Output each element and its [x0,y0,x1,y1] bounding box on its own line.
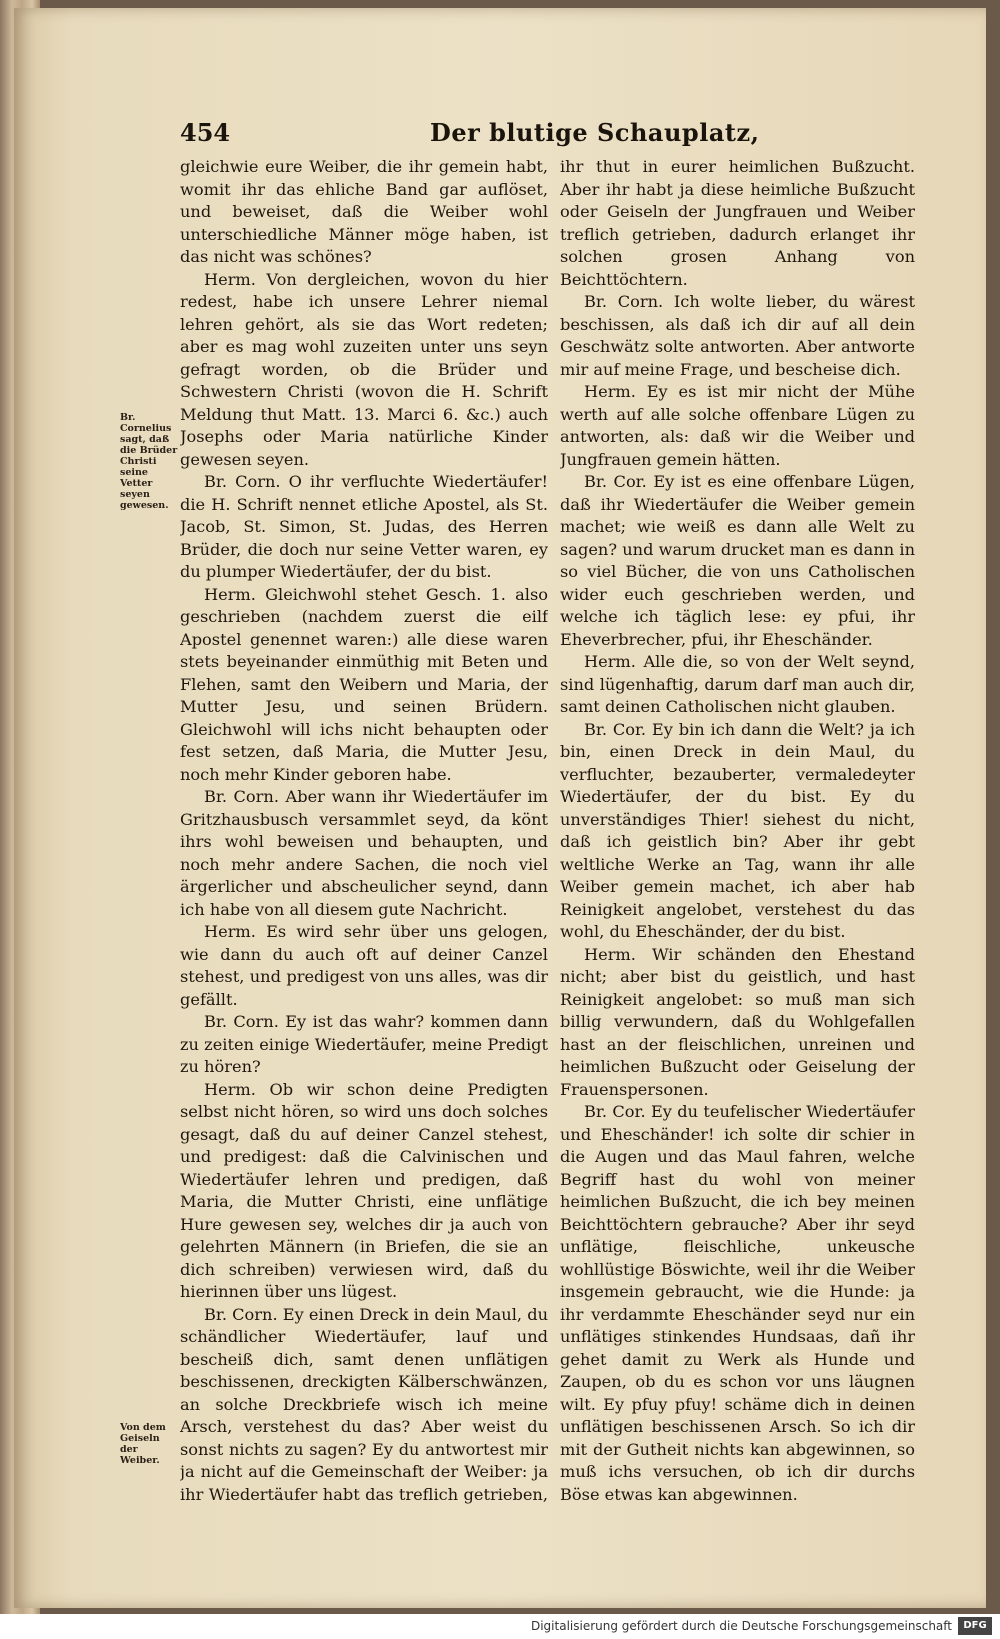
paragraph: Herm. Wir schänden den Ehestand nicht; aber bist du geistlich, und hast Reinigkeit angelobet: so muß man sich billig verwundern, daß du Wohlgefallen hast an der fleischlichen, unreinen und heimlichen Bußzucht oder Geiselung der Frauenspersonen. [560,944,915,1099]
paragraph: Br. Corn. Ey ist das wahr? kommen dann zu zeiten einige Wiedertäufer, meine Predigt zu hören? [180,1012,548,1076]
margin-note: Br. Cornelius sagt, daß die Brüder Christi seine Vetter seyen gewesen. [120,412,178,511]
paragraph: Herm. Ob wir schon deine Predigten selbst nicht hören, so wird uns doch solches gesagt, daß du auf deiner Canzel stehest, und predigest: daß die Calvinischen und Wiedertäufer lehren und predigen, daß Maria, die Mutter Christi, eine unflätige Hure gewesen sey, welches dir ja auch von gelehrten Männern (in Briefen, die sie an dich schreiben) verwiesen wird, daß du hierinnen über uns lügest. [180,1079,548,1301]
right-column [560,156,915,1506]
paragraph: Herm. Alle die, so von der Welt seynd, sind lügenhaftig, darum darf man auch dir, samt deinen Catholischen nicht glauben. [560,652,915,716]
margin-note: Von dem Geiseln der Weiber. [120,1422,166,1466]
page-header [180,118,760,158]
paragraph: Br. Corn. Aber wann ihr Wiedertäufer im Gritzhausbusch versammlet seyd, da könt ihrs wohl beweisen und behaupten, und noch mehr andere Sachen, die noch viel ärgerlicher und abscheulicher seynd, dann ich habe von all diesem gute Nachricht. [180,787,548,919]
paragraph: Br. Cor. Ey du teufelischer Wiedertäufer und Eheschänder! ich solte dir schier in die Augen und das Maul fahren, welche Begriff hast du wohl von meiner heimlichen Bußzucht, die ich bey meinen Beichttöchtern gebrauche? Aber ihr seyd unflätige, fleischliche, unkeusche wohllüstige Böswichte, weil ihr die Weiber insgemein gebraucht, wie die Hunde: ja ihr verdammte Eheschänder seyd nur ein unflätiges stinkendes Hundsaas, dañ ihr gehet damit zu Werk als Hunde und Zaupen, ob du es schon vor uns läugnen wilt. Ey pfuy pfuy! schäme dich in deinen unflätigen beschissenen Arsch. So ich dir mit der Gutheit nichts kan abgewinnen, so muß ichs versuchen, ob ich dir durchs Böse etwas kan abgewinnen. [560,1102,915,1504]
paragraph: ihr thut in eurer heimlichen Bußzucht. Aber ihr habt ja diese heimliche Bußzucht oder Geiseln der Jungfrauen und Weiber treflich getrieben, dadurch erlanget ihr solchen grosen Anhang von Beichttöchtern. [560,157,915,289]
paragraph: Br. Corn. Ey einen Dreck in dein Maul, du schändlicher Wiedertäufer, lauf und bescheiß dich, samt denen unflätigen beschissenen, dreckigten Kälberschwänzen, an solche Dreckbriefe wisch ich meine Arsch, verstehest du das? Aber weist du sonst nichts zu sagen? Ey du antwortest mir ja nicht auf die Gemeinschaft der Weiber: ja ihr Wiedertäufer habt das treflich getrieben, [180,1304,548,1504]
paragraph: Br. Cor. Ey bin ich dann die Welt? ja ich bin, einen Dreck in dein Maul, du verfluchter, bezauberter, vermaledeyter Wiedertäufer, der du bist. Ey du unverständiges Thier! siehest du nicht, daß ich geistlich bin? Aber ihr gebt weltliche Werke an Tag, wann ihr alle Weiber gemein machet, ich aber hab Reinigkeit angelobet, verstehest du das wohl, du Eheschänder, der du bist. [560,719,915,941]
paragraph: Herm. Es wird sehr über uns gelogen, wie dann du auch oft auf deiner Canzel stehest, und predigest von uns alles, was dir gefällt. [180,922,548,1009]
paragraph: Herm. Ey es ist mir nicht der Mühe werth auf alle solche offenbare Lügen zu antworten, als: daß wir die Weiber und Jungfrauen gemein hätten. [560,382,915,469]
running-title: Der blutige Schauplatz, [430,118,760,147]
page-number: 454 [180,118,231,147]
digitization-footer [0,1614,1000,1639]
paragraph: Herm. Gleichwohl stehet Gesch. 1. also geschrieben (nachdem zuerst die eilf Apostel genennet waren:) alle diese waren stets beyeinander einmüthig mit Beten und Flehen, samt den Weibern und Maria, der Mutter Jesu, und seinen Brüdern. Gleichwohl will ichs nicht behaupten oder fest setzen, daß Maria, die Mutter Jesu, noch mehr Kinder geboren habe. [180,584,548,784]
paragraph: Br. Cor. Ey ist es eine offenbare Lügen, daß ihr Wiedertäufer die Weiber gemein machet; wie weiß es dann alle Welt zu sagen? und warum drucket man es dann in so viel Bücher, die von uns Catholischen wider euch geschrieben werden, und welche ich täglich lese: ey pfui, ihr Eheverbrecher, pfui, ihr Eheschänder. [560,472,915,649]
paragraph: gleichwie eure Weiber, die ihr gemein habt, womit ihr das ehliche Band gar auflöset, und beweiset, daß die Weiber wohl unterschiedliche Männer möge haben, ist das nicht was schönes? [180,157,548,266]
footer-credit: Digitalisierung gefördert durch die Deutsche Forschungsgemeinschaft [530,1619,952,1633]
paragraph: Herm. Von dergleichen, wovon du hier redest, habe ich unsere Lehrer niemal lehren gehört, als sie das Wort redeten; aber es mag wohl zuzeiten unter uns seyn gefragt worden, ob die Brüder und Schwestern Christi (wovon die H. Schrift Meldung thut Matt. 13. Marci 6. &c.) auch Josephs oder Maria natürliche Kinder gewesen seyen. [180,269,548,469]
dfg-logo-icon: DFG [958,1617,992,1635]
left-column [180,156,548,1506]
paragraph: Br. Corn. O ihr verfluchte Wiedertäufer! die H. Schrift nennet etliche Apostel, als St. Jacob, St. Simon, St. Judas, des Herren Brüder, die doch nur seine Vetter waren, ey du plumper Wiedertäufer, der du bist. [180,472,548,581]
paragraph: Br. Corn. Ich wolte lieber, du wärest beschissen, als daß ich dir auf all dein Geschwätz solte antworten. Aber antworte mir auf meine Frage, und bescheise dich. [560,292,915,379]
